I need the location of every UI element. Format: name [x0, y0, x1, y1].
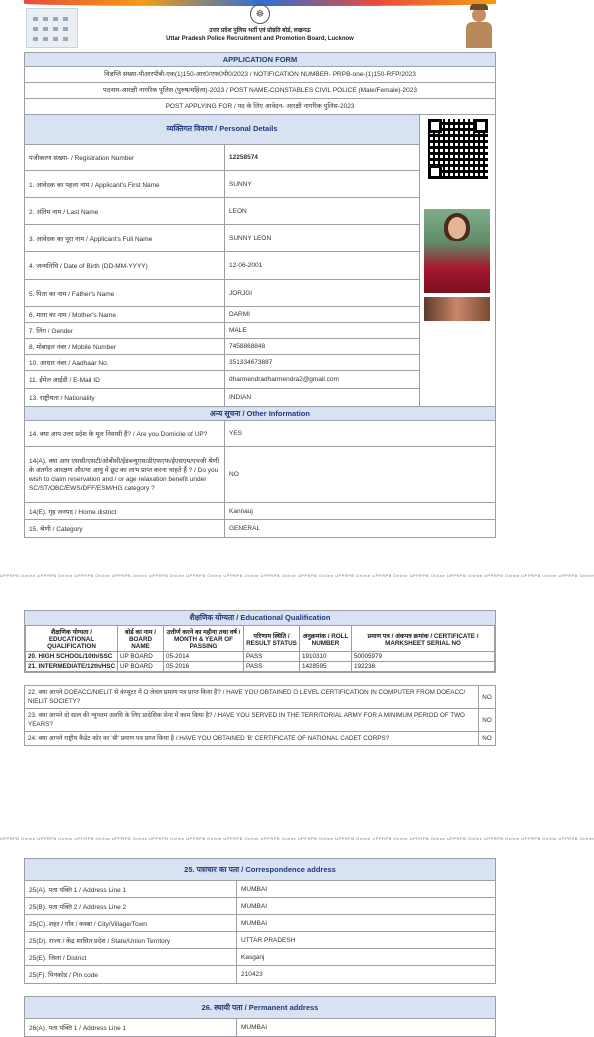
field-value: GENERAL — [229, 525, 261, 532]
table-cell: 05-2014 — [164, 652, 244, 662]
column-header: बोर्ड का नाम / BOARD NAME — [118, 626, 164, 652]
field-label: 11. ईमेल आईडी / E-Mail ID — [25, 371, 225, 388]
table-row — [26, 662, 495, 672]
field-label: 14. क्या आप उत्तर प्रदेश के मूल निवासी हैं? / Are you Domicile of UP? — [25, 421, 225, 446]
table-row — [25, 898, 495, 915]
field-label: 13. राष्ट्रीयता / Nationality — [25, 389, 225, 406]
field-label: 25(D). राज्य / केंद्र शासित प्रदेश / State/Union Territory — [25, 932, 237, 948]
correspondence-title: 25. पत्राचार का पता / Correspondence address — [25, 859, 495, 881]
table-row — [25, 503, 495, 520]
column-header: शैक्षणिक योग्यता / EDUCATIONAL QUALIFICATION — [26, 626, 118, 652]
board-emblem-icon: ☸ — [250, 4, 270, 24]
table-row — [25, 966, 495, 983]
field-value: 351334673887 — [229, 359, 273, 366]
table-row — [25, 421, 495, 447]
field-label: 25(C). शहर / गाँव / कस्बा / City/Village/Town — [25, 915, 237, 931]
field-label: 25(A). पता पंक्ति 1 / Address Line 1 — [25, 881, 237, 897]
field-value: Kannauj — [229, 507, 253, 515]
form-page-2 — [24, 610, 496, 790]
table-cell: UP BOARD — [118, 652, 164, 662]
permanent-address-section — [24, 996, 496, 1037]
field-value: YES — [229, 430, 243, 437]
table-cell: PASS — [244, 662, 300, 672]
correspondence-address-section — [24, 858, 496, 984]
page-separator: UPPRPB Online UPPRPB Online UPPRPB Online UPPRPB Online UPPRPB Online UPPRPB Online UPPRPB Online UPPRPB Online UPPRPB Online UPPRPB Online UPPRPB Online UPPRPB Online UPPRPB Online UPPRPB Online UPPRPB Online UPPRPB Online — [0, 836, 594, 841]
table-row — [25, 280, 419, 307]
education-table — [25, 625, 495, 672]
field-value: 7458868848 — [229, 343, 266, 350]
education-title: शैक्षणिक योग्यता / Educational Qualification — [25, 611, 495, 625]
field-value: MUMBAI — [241, 885, 267, 893]
table-row — [25, 915, 495, 932]
field-value: 12-06-2001 — [229, 262, 263, 269]
field-value: MUMBAI — [241, 902, 267, 910]
field-label: 3. आवेदक का पूरा नाम / Applicant's Full Name — [25, 225, 225, 251]
field-label: 8. मोबाइल नंबर / Mobile Number — [25, 339, 225, 354]
table-row — [25, 389, 419, 406]
field-value: LEON — [229, 207, 247, 215]
table-row — [25, 932, 495, 949]
table-row — [25, 355, 419, 371]
table-row — [25, 1019, 495, 1036]
question-row — [25, 709, 495, 732]
question-row — [25, 732, 495, 745]
question-answer: NO — [482, 693, 492, 701]
table-cell: 1428595 — [300, 662, 352, 672]
field-label: 25(E). जिला / District — [25, 949, 237, 965]
field-value: 210423 — [241, 971, 263, 978]
table-header-row — [26, 626, 495, 652]
field-label: 4. जन्मतिथि / Date of Birth (DD-MM-YYYY) — [25, 252, 225, 279]
field-value: JORJGI — [229, 289, 253, 297]
qr-code-icon — [428, 119, 488, 179]
column-header: अनुक्रमांक / ROLL NUMBER — [300, 626, 352, 652]
field-value: 12258574 — [229, 154, 258, 161]
field-value: Kasganj — [241, 953, 265, 961]
field-value: SUNNY LEON — [229, 234, 272, 242]
field-value: UTTAR PRADESH — [241, 936, 296, 944]
other-information-title: अन्य सूचना / Other Information — [25, 407, 495, 421]
table-row — [25, 225, 419, 252]
table-row — [25, 145, 419, 171]
post-applying-for: POST APPLYING FOR / पद के लिए आवेदन- आरक्षी नागरिक पुलिस-2023 — [25, 99, 495, 115]
field-label: 26(A). पता पंक्ति 1 / Address Line 1 — [25, 1019, 237, 1036]
field-label: 1. आवेदक का पहला नाम / Applicant's First Name — [25, 171, 225, 197]
field-label: पंजीकरण संख्या- / Registration Number — [25, 145, 225, 170]
form-page-1 — [24, 0, 496, 552]
table-cell: 21. INTERMEDIATE/12th/HSC — [26, 662, 118, 672]
table-cell: PASS — [244, 652, 300, 662]
field-label: 10. आधार नंबर / Aadhaar No. — [25, 355, 225, 370]
question-text: 23. क्या आपने दो साल की न्यूनतम अवधि के लिए प्रादेशिक सेना में काम किया है? / HAVE YOU SERVED IN THE TERRITORIAL ARMY FOR A MINIMUM PERIOD OF TWO YEARS? — [25, 709, 479, 731]
column-header: उत्तीर्ण करने का महीना तथा वर्ष / MONTH & YEAR OF PASSING — [164, 626, 244, 652]
form-title: APPLICATION FORM — [25, 53, 495, 67]
field-value: MALE — [229, 327, 247, 334]
table-cell: 50005979 — [352, 652, 495, 662]
permanent-title: 26. स्थायी पता / Permanent address — [25, 997, 495, 1019]
table-cell: 192238 — [352, 662, 495, 672]
field-value: SUNNY — [229, 180, 252, 188]
table-cell: 20. HIGH SCHOOL/10th/SSC — [26, 652, 118, 662]
header-hindi-title: उत्तर प्रदेश पुलिस भर्ती एवं प्रोन्नति बोर्ड, लखनऊ — [209, 28, 311, 34]
field-label: 2. अंतिम नाम / Last Name — [25, 198, 225, 224]
question-text: 22. क्या आपने DOEACC/NIELIT से कंप्यूटर में O लेवल प्रमाण पत्र प्राप्त किया है? / HAVE YOU OBTAINED O LEVEL CERTIFICATION IN COMPUTER FROM DOEACC/ NIELIT SOCIETY? — [25, 686, 479, 708]
table-row — [25, 520, 495, 537]
field-label: 7. लिंग / Gender — [25, 323, 225, 338]
table-row — [25, 323, 419, 339]
table-row — [25, 198, 419, 225]
table-row — [25, 371, 419, 389]
field-label: 25(F). पिनकोड / Pin code — [25, 966, 237, 983]
application-form — [24, 52, 496, 538]
form-page-3 — [24, 858, 496, 1032]
field-value: MUMBAI — [241, 1024, 267, 1031]
question-text: 24. क्या आपने राष्ट्रीय कैडेट कोर का 'बी' प्रमाण पत्र प्राप्त किया है / HAVE YOU OBTAINED 'B' CERTIFICATE OF NATIONAL CADET CORPS? — [25, 732, 479, 745]
field-value: NO — [229, 471, 239, 478]
form-header — [24, 0, 496, 52]
page-separator: UPPRPB Online UPPRPB Online UPPRPB Online UPPRPB Online UPPRPB Online UPPRPB Online UPPRPB Online UPPRPB Online UPPRPB Online UPPRPB Online UPPRPB Online UPPRPB Online UPPRPB Online UPPRPB Online UPPRPB Online UPPRPB Online — [0, 573, 594, 578]
field-value: INDIAN — [229, 394, 252, 401]
post-name: पदनाम-आरक्षी नागरिक पुलिस (पुरुष/महिला)-2023 / POST NAME-CONSTABLES CIVIL POLICE (Male/Female)-2023 — [25, 83, 495, 99]
table-cell: 1910310 — [300, 652, 352, 662]
table-row — [25, 307, 419, 323]
table-cell: 05-2016 — [164, 662, 244, 672]
applicant-signature-image — [424, 297, 490, 321]
table-row — [25, 339, 419, 355]
personal-details-section — [25, 115, 495, 406]
field-label: 5. पिता का नाम / Father's Name — [25, 280, 225, 306]
photo-column — [419, 115, 495, 406]
field-label: 14(E). गृह जनपद / Home district — [25, 503, 225, 519]
building-image — [26, 8, 78, 48]
field-value: DARMI — [229, 311, 250, 318]
other-information-section — [25, 406, 495, 537]
question-answer: NO — [482, 735, 492, 742]
field-label: 14(A). क्या आप एससी/एसटी/ओबीसी/ईडब्ल्यूएस/डीएफएफ/ईएसएम/एचजी श्रेणी के अंतर्गत आरक्षण और/या आयु में छूट का लाभ प्राप्त करना चाहते हैं ? / Do you wish to claim reservation and / or age relaxation benefit under SC/ST/OBC/EWS/DFF/ESM/HG category ? — [25, 447, 225, 502]
applicant-photo — [424, 209, 490, 293]
personal-details-title: व्यक्तिगत विवरण / Personal Details — [25, 115, 419, 145]
officer-image — [464, 4, 494, 48]
table-row — [25, 949, 495, 966]
question-row — [25, 686, 495, 709]
header-english-title: Uttar Pradesh Police Recruitment and Promotion Board, Lucknow — [166, 36, 354, 42]
education-section — [24, 610, 496, 673]
table-cell: UP BOARD — [118, 662, 164, 672]
table-row — [25, 447, 495, 503]
field-value: MUMBAI — [241, 919, 267, 927]
field-label: 6. माता का नाम / Mother's Name — [25, 307, 225, 322]
notification-number: विज्ञप्ति संख्या-पीआरपीबी-एक(1)150-आर0/एफ0पी0/2023 / NOTIFICATION NUMBER- PRPB-one-(1)150-RFP/2023 — [25, 67, 495, 83]
field-label: 25(B). पता पंक्ति 2 / Address Line 2 — [25, 898, 237, 914]
field-value: dharmendradharmendra2@gmail.com — [229, 376, 339, 383]
column-header: परिणाम स्थिति / RESULT STATUS — [244, 626, 300, 652]
table-row — [25, 881, 495, 898]
table-row — [26, 652, 495, 662]
field-label: 15. श्रेणी / Category — [25, 520, 225, 537]
table-row — [25, 171, 419, 198]
column-header: प्रमाण पत्र / अंकपत्र क्रमांक / CERTIFICATE / MARKSHEET SERIAL NO — [352, 626, 495, 652]
question-answer: NO — [482, 716, 492, 724]
table-row — [25, 252, 419, 280]
additional-questions — [24, 685, 496, 746]
